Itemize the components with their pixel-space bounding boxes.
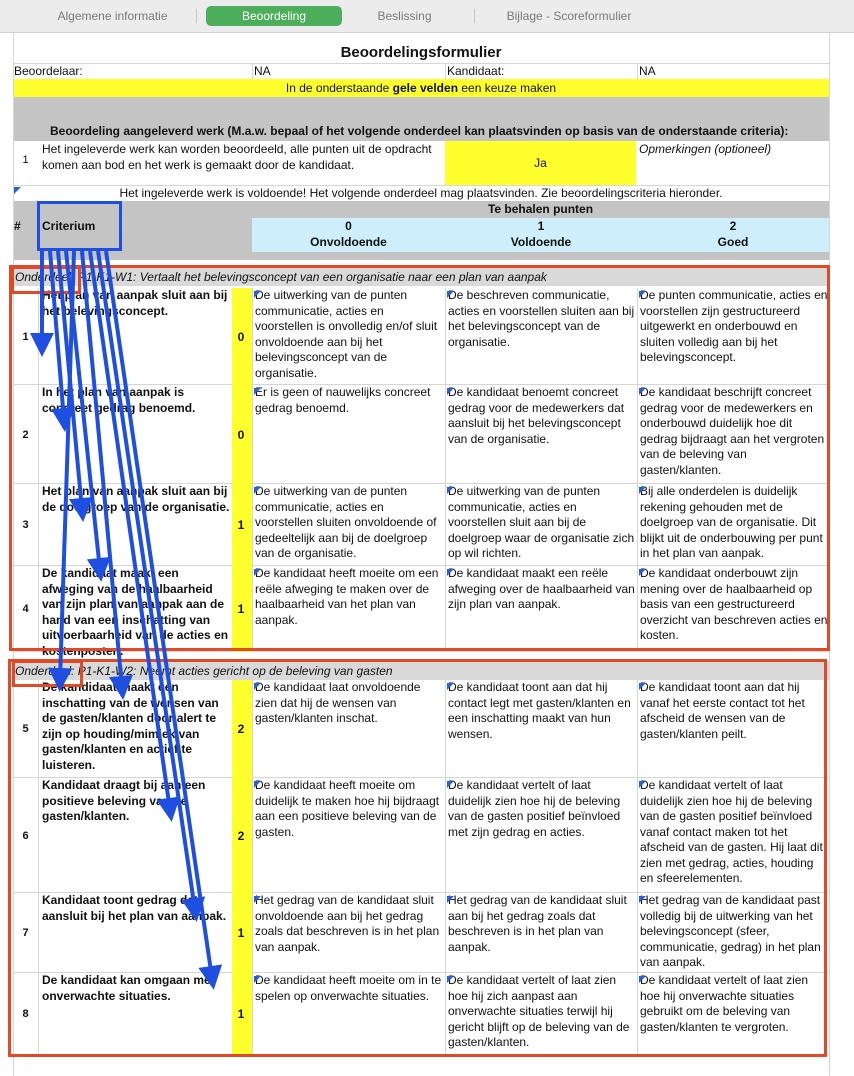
level-description-text: Er is geen of nauwelijks concreet gedrag benoemd. [255, 385, 431, 415]
row-number: 7 [22, 927, 29, 939]
question-answer-select[interactable]: Ja [445, 141, 636, 185]
level-description-text: De kandidaat vertelt of laat zien hoe hij onverwachte situaties gebruikt om de beleving van gasten/klanten te vergroten. [640, 973, 809, 1034]
score-value[interactable]: 2 [237, 828, 245, 843]
instruction-pre: In de onderstaande [285, 81, 393, 95]
criterium-text: De kandidaat maakt een afweging van de haalbaarheid van zijn plan van aanpak aan de hand van een inschatting van uitvoerbaarheid van de acties en kostenposten. [42, 566, 229, 658]
remarks-field[interactable]: Opmerkingen (optioneel) [639, 142, 772, 156]
level-description-text: Het gedrag van de kandidaat sluit onvoldoende aan bij het gedrag zoals dat beschreven is in het plan van aanpak. [255, 893, 440, 954]
col-hash: # [14, 219, 21, 233]
score-value[interactable]: 1 [237, 518, 245, 532]
level-description-text: De beschreven communicatie, acties en voorstellen sluiten aan bij het belevingsconcept van de organisatie. [448, 288, 635, 349]
score-value[interactable]: 1 [237, 602, 245, 616]
level-description-text: De kandidaat laat onvoldoende zien dat hij de wensen van gasten/klanten inschat. [255, 680, 421, 725]
level-description-text: De kandidaat toont aan dat hij contact legt met gasten/klanten en een inschatting maakt van hun wensen. [448, 680, 631, 741]
score-value[interactable]: 1 [237, 926, 245, 940]
row-number: 1 [22, 330, 29, 343]
level-description-text: De kandidaat vertelt of laat duidelijk zien hoe hij de beleving van de gasten positief beïnvloed vanaf contact maken tot het afscheid van de gasten. Hij laat dit zien met gedrag, acties, houding en sfeerelementen. [640, 778, 823, 885]
assessor-label: Beoordelaar: [14, 64, 83, 78]
section-header-1: Onderdeel: P1-K1-W1: Vertaalt het belevingsconcept van een organisatie naar een plan van aanpak [13, 268, 829, 286]
level-score-1: 1 [537, 219, 545, 233]
row-number: 2 [22, 428, 29, 441]
assessment-heading: Beoordeling aangeleverd werk (M.a.w. bepaal of het volgende onderdeel kan plaatsvinden op basis van de onderstaande criteria): [50, 124, 789, 138]
criterium-text: Het plan van aanpak sluit aan bij de doelgroep van de organisatie. [42, 484, 230, 514]
tab-algemene-informatie[interactable]: Algemene informatie [57, 9, 168, 23]
instruction-post: een keuze maken [458, 81, 557, 95]
question-text: Het ingeleverde werk kan worden beoordeeld, alle punten uit de opdracht komen aan bod en het werk is gemaakt door de kandidaat. [42, 142, 432, 172]
criterium-text: Het plan van aanpak sluit aan bij het belevingsconcept. [42, 288, 228, 318]
level-description-text: De kandidaat vertelt of laat zien hoe hij zich aanpast aan onverwachte situaties terwijl hij gericht blijft op de beleving van de gasten/klanten. [448, 973, 630, 1049]
level-score-0: 0 [345, 219, 352, 233]
tab-beoordeling[interactable]: Beoordeling [206, 6, 342, 26]
criterium-text: De kandidaat kan omgaan met onverwachte situaties. [42, 973, 215, 1003]
candidate-label: Kandidaat: [447, 64, 505, 78]
level-label-0: Onvoldoende [310, 235, 387, 249]
level-description-text: De uitwerking van de punten communicatie, acties en voorstellen is onvolledig en/of sluit onvoldoende aan bij het belevingsconcept van de organisatie. [255, 288, 438, 380]
level-description-text: Het gedrag van de kandidaat past volledig bij de uitwerking van het belevingsconcept (sfeer, communicatie, gedrag) in het plan van aanpak. [640, 893, 821, 969]
verdict-text: Het ingeleverde werk is voldoende! Het volgende onderdeel mag plaatsvinden. Zie beoordelingscriteria hieronder. [119, 186, 723, 200]
level-description-text: De kandidaat benoemt concreet gedrag voor de medewerkers dat aansluit bij het belevingsconcept van de organisatie. [448, 385, 625, 446]
candidate-value[interactable]: NA [639, 64, 656, 78]
criterium-text: De kandidaat maakt een inschatting van de wensen van de gasten/klanten door alert te zijn op houding/mimiek van gasten/klanten en actief te luisteren. [42, 680, 219, 772]
score-value[interactable]: 1 [237, 1007, 245, 1021]
arrow-to-row-6 [90, 251, 170, 810]
level-description-text: De kandidaat heeft moeite om een reële afweging te maken over de haalbaarheid van het plan van aanpak. [255, 566, 439, 627]
criterium-text: In het plan van aanpak is concreet gedrag benoemd. [42, 385, 196, 415]
form-title: Beoordelingsformulier [340, 44, 502, 61]
tab-bijlage-scoreformulier[interactable]: Bijlage - Scoreformulier [506, 9, 632, 23]
criterium-text: Kandidaat toont gedrag dat aansluit bij het plan van aanpak. [42, 893, 227, 923]
score-value[interactable]: 2 [237, 722, 245, 736]
row-number: 6 [22, 829, 29, 842]
level-label-2: Goed [717, 235, 749, 249]
level-description-text: De kandidaat vertelt of laat duidelijk zien hoe hij de beleving van de gasten positief beïnvloed met zijn gedrag en acties. [448, 778, 621, 839]
row-number: 8 [22, 1008, 29, 1020]
col-criterium: Criterium [42, 219, 96, 233]
points-title: Te behalen punten [487, 202, 594, 216]
assessor-value[interactable]: NA [254, 64, 271, 78]
level-description-text: De uitwerking van de punten communicatie, acties en voorstellen sluit aan bij de doelgroep waar de organisatie zich op wil richten. [448, 484, 635, 560]
level-description-text: De kandidaat maakt een reële afweging over de haalbaarheid van zijn plan van aanpak. [448, 566, 635, 611]
level-score-2: 2 [729, 219, 737, 233]
level-description-text: Het gedrag van de kandidaat sluit aan bij het gedrag zoals dat beschreven is in het plan van aanpak. [448, 893, 627, 954]
tab-beslissing[interactable]: Beslissing [377, 9, 432, 23]
level-description-text: Bij alle onderdelen is duidelijk rekening gehouden met de doelgroep van de organisatie. Dit blijkt uit de onderbouwing per punt in het plan van aanpak. [640, 484, 823, 560]
instruction-bold: gele velden [392, 81, 459, 95]
level-description-text: De kandidaat toont aan dat hij vanaf het eerste contact tot het afscheid de wensen van de gasten/klanten peilt. [640, 680, 805, 741]
row-number: 4 [22, 603, 29, 615]
score-value[interactable]: 0 [237, 329, 245, 344]
criterium-text: Kandidaat draagt bij aan een positieve beleving van de gasten/klanten. [42, 778, 206, 823]
level-description-text: De uitwerking van de punten communicatie, acties en voorstellen sluiten onvoldoende of gedeeltelijk aan bij de doelgroep van de organisatie. [255, 484, 437, 560]
level-description-text: De kandidaat beschrijft concreet gedrag voor de medewerkers en onderbouwd duidelijk hoe dit gedrag bijdraagt aan het vergroten van de beleving van gasten/klanten. [640, 385, 825, 477]
level-description-text: De kandidaat heeft moeite om in te spelen op onverwachte situaties. [255, 973, 442, 1003]
score-value[interactable]: 0 [237, 427, 245, 442]
section-header-2: Onderdeel: P1-K1-W2: Neemt acties gericht op de beleving van gasten [13, 662, 829, 680]
level-description-text: De punten communicatie, acties en voorstellen zijn gestructureerd uitgewerkt en onderbouwd en sluiten volledig aan bij het belevingsconcept. [640, 288, 828, 364]
level-description-text: De kandidaat heeft moeite om duidelijk te maken hoe hij bijdraagt aan een positieve beleving van de gasten. [255, 778, 440, 839]
arrow-to-row-8 [106, 251, 212, 978]
level-label-1: Voldoende [510, 235, 572, 249]
question-number: 1 [22, 154, 29, 166]
row-number: 5 [22, 723, 29, 735]
level-description-text: De kandidaat onderbouwt zijn mening over de haalbaarheid op basis van een gestructureerd overzicht van beschreven acties en kosten. [640, 566, 828, 642]
row-number: 3 [22, 519, 29, 531]
